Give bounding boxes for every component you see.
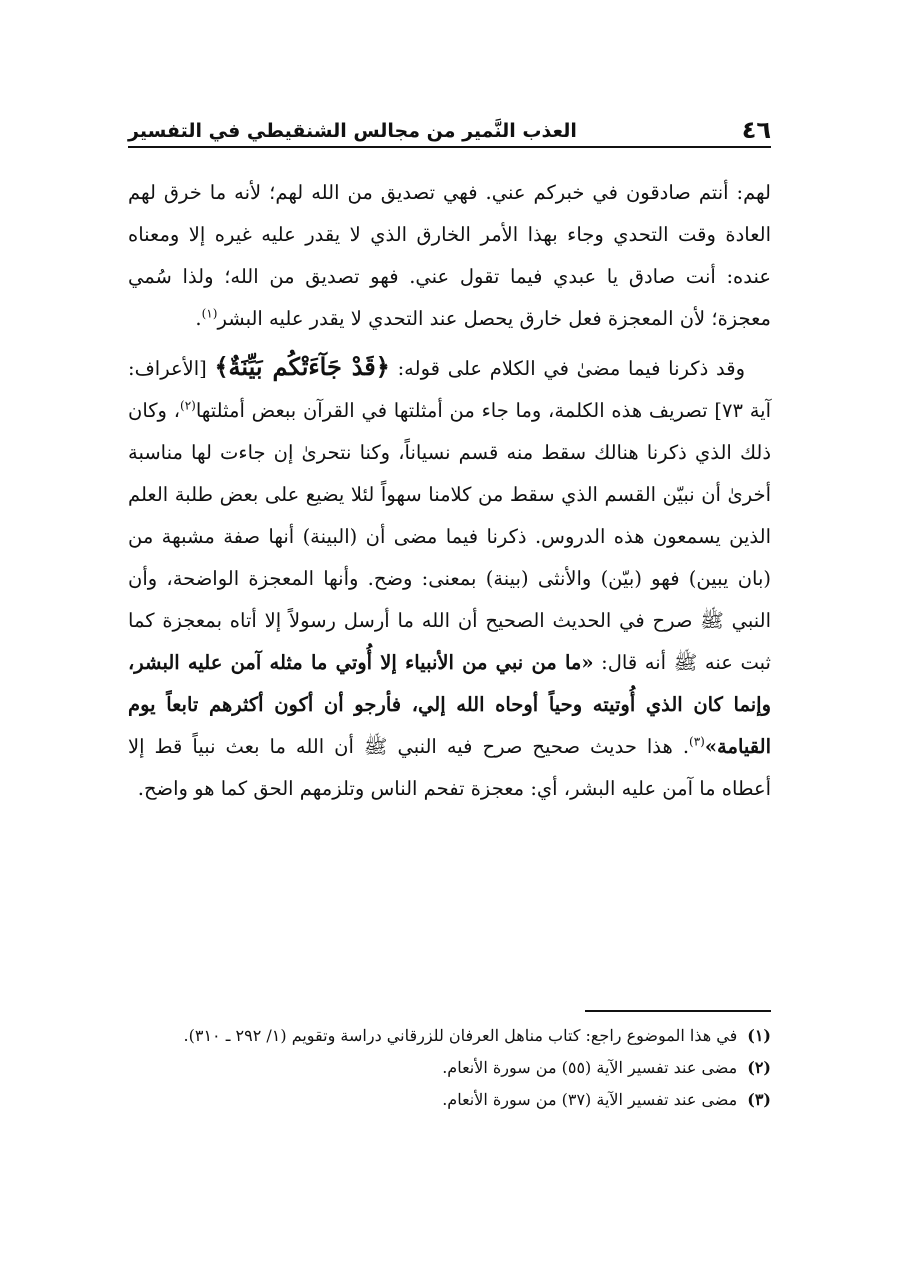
page-number: ٤٦ [741,116,771,144]
footnote-ref-3: (٣) [689,734,705,749]
running-title: العذب النَّمير من مجالس الشنقيطي في التفسير [128,120,577,142]
footnote-item [128,1052,771,1084]
footnote-text: مضى عند تفسير الآية (٣٧) من سورة الأنعام. [442,1090,738,1109]
text-segment: . هذا حديث صحيح صرح فيه النبي ﷺ أن الله ما بعث نبياً قط إلا أعطاه ما آمن عليه البشر، أي: معجزة تفحم الناس وتلزمهم الحق كما هو واضح. [128,735,771,800]
main-text [128,172,771,810]
footnote-ref-2: (٢) [180,398,196,413]
footnote-item [128,1084,771,1116]
footnote-item [128,1020,771,1052]
hadith-quote: «ما من نبي من الأنبياء إلا أُوتي ما مثله آمن عليه البشر، وإنما كان الذي أُوتيته وحياً أوحاه الله إلي، فأرجو أن أكون أكثرهم تابعاً يوم القيامة» [128,651,771,758]
footnote-text: مضى عند تفسير الآية (٥٥) من سورة الأنعام. [442,1058,738,1077]
footnotes [128,1020,771,1116]
paragraph-1 [128,172,771,340]
text-segment: [الأعراف: آية ٧٣] تصريف هذه الكلمة، وما جاء من أمثلتها في القرآن ببعض أمثلتها [128,357,771,422]
text-segment: لهم: أنتم صادقون في خبركم عني. فهي تصديق من الله لهم؛ لأنه ما خرق لهم العادة وقت التحدي وجاء بهذا الأمر الخارق الذي لا يقدر عليه غيره إلا ومعناه عنده: أنت صادق يا عبدي فيما تقول عني. فهو تصديق من الله؛ ولذا سُمي معجزة؛ لأن المعجزة فعل خارق يحصل عند التحدي لا يقدر عليه البشر [128,181,771,330]
text-segment: . [195,307,202,330]
footnote-text: في هذا الموضوع راجع: كتاب مناهل العرفان للزرقاني دراسة وتقويم (١/ ٢٩٢ ـ ٣١٠). [183,1026,738,1045]
paragraph-2 [128,346,771,810]
text-segment: وقد ذكرنا فيما مضىٰ في الكلام على قوله: [389,357,745,380]
page-header [128,112,771,148]
footnote-ref-1: (١) [201,306,218,321]
footnote-divider [585,1010,771,1012]
footnote-number: (٢) [747,1058,771,1077]
text-segment: ، وكان ذلك الذي ذكرنا هنالك سقط منه قسم نسياناً، وكنا نتحرىٰ إن جاءت لها مناسبة أخرىٰ أن نبيّن القسم الذي سقط من كلامنا سهواً لئلا يضيع على بعض طلبة العلم الذين يسمعون هذه الدروس. ذكرنا فيما مضى أن (البينة) أنها صفة مشبهة من (بان يبين) فهو (بيّن) والأنثى (بينة) بمعنى: وضح. وأنها المعجزة الواضحة، وأن النبي ﷺ صرح في الحديث الصحيح أن الله ما أرسل رسولاً إلا أتاه بمعجزة كما ثبت عنه ﷺ أنه قال: [128,399,771,674]
quran-verse: ﴿قَدْ جَآءَتْكُم بَيِّنَةٌ﴾ [214,352,390,381]
footnote-number: (٣) [747,1090,771,1109]
footnote-number: (١) [747,1026,771,1045]
